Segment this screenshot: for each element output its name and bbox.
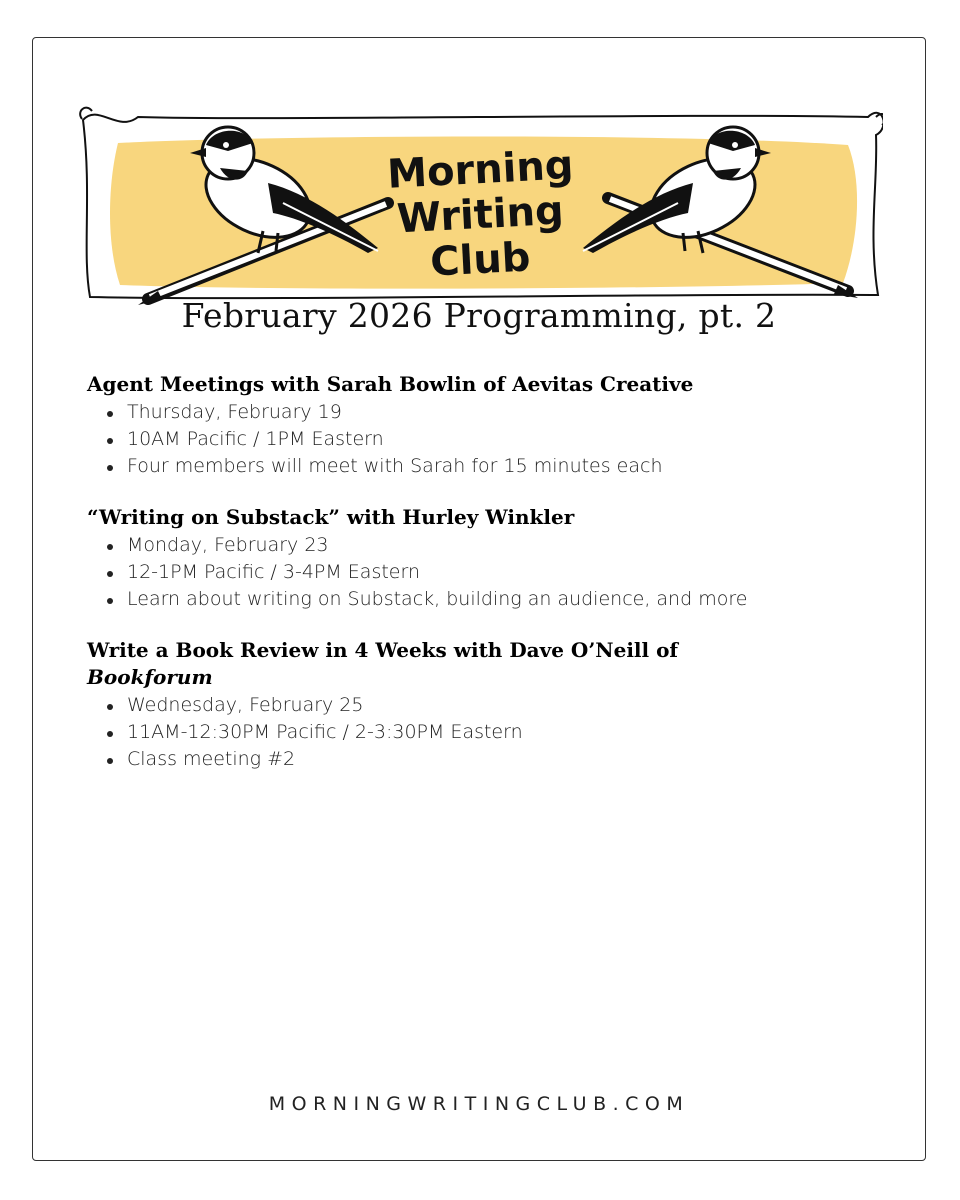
event-details <box>87 399 877 480</box>
event-time: 10AM Pacific / 1PM Eastern <box>105 426 877 453</box>
event-agent-meetings <box>87 371 877 480</box>
event-date: Thursday, February 19 <box>105 399 877 426</box>
page-frame <box>32 37 926 1161</box>
event-heading-text: Write a Book Review in 4 Weeks with Dave O’Neill of <box>87 638 679 662</box>
event-details <box>87 692 877 773</box>
event-description: Learn about writing on Substack, building an audience, and more <box>105 586 877 613</box>
event-heading: “Writing on Substack” with Hurley Winkler <box>87 505 575 529</box>
club-banner <box>78 73 883 305</box>
event-list <box>87 371 877 797</box>
event-details <box>87 532 877 613</box>
event-heading <box>87 637 877 691</box>
event-writing-on-substack <box>87 504 877 613</box>
event-date: Monday, February 23 <box>105 532 877 559</box>
logo-text-line1: Morning <box>386 142 575 198</box>
event-time: 11AM-12:30PM Pacific / 2-3:30PM Eastern <box>105 719 877 746</box>
event-description: Class meeting #2 <box>105 746 877 773</box>
logo-text-line2: Writing <box>395 187 565 243</box>
banner-illustration <box>78 73 883 305</box>
logo-text-line3: Club <box>429 234 532 286</box>
page-title: February 2026 Programming, pt. 2 <box>181 296 777 335</box>
event-heading: Agent Meetings with Sarah Bowlin of Aevitas Creative <box>87 372 694 396</box>
event-heading-publication: Bookforum <box>87 665 213 689</box>
event-book-review <box>87 637 877 773</box>
event-time: 12-1PM Pacific / 3-4PM Eastern <box>105 559 877 586</box>
website-link[interactable]: MORNINGWRITINGCLUB.COM <box>268 1093 690 1115</box>
event-date: Wednesday, February 25 <box>105 692 877 719</box>
event-description: Four members will meet with Sarah for 15 minutes each <box>105 453 877 480</box>
